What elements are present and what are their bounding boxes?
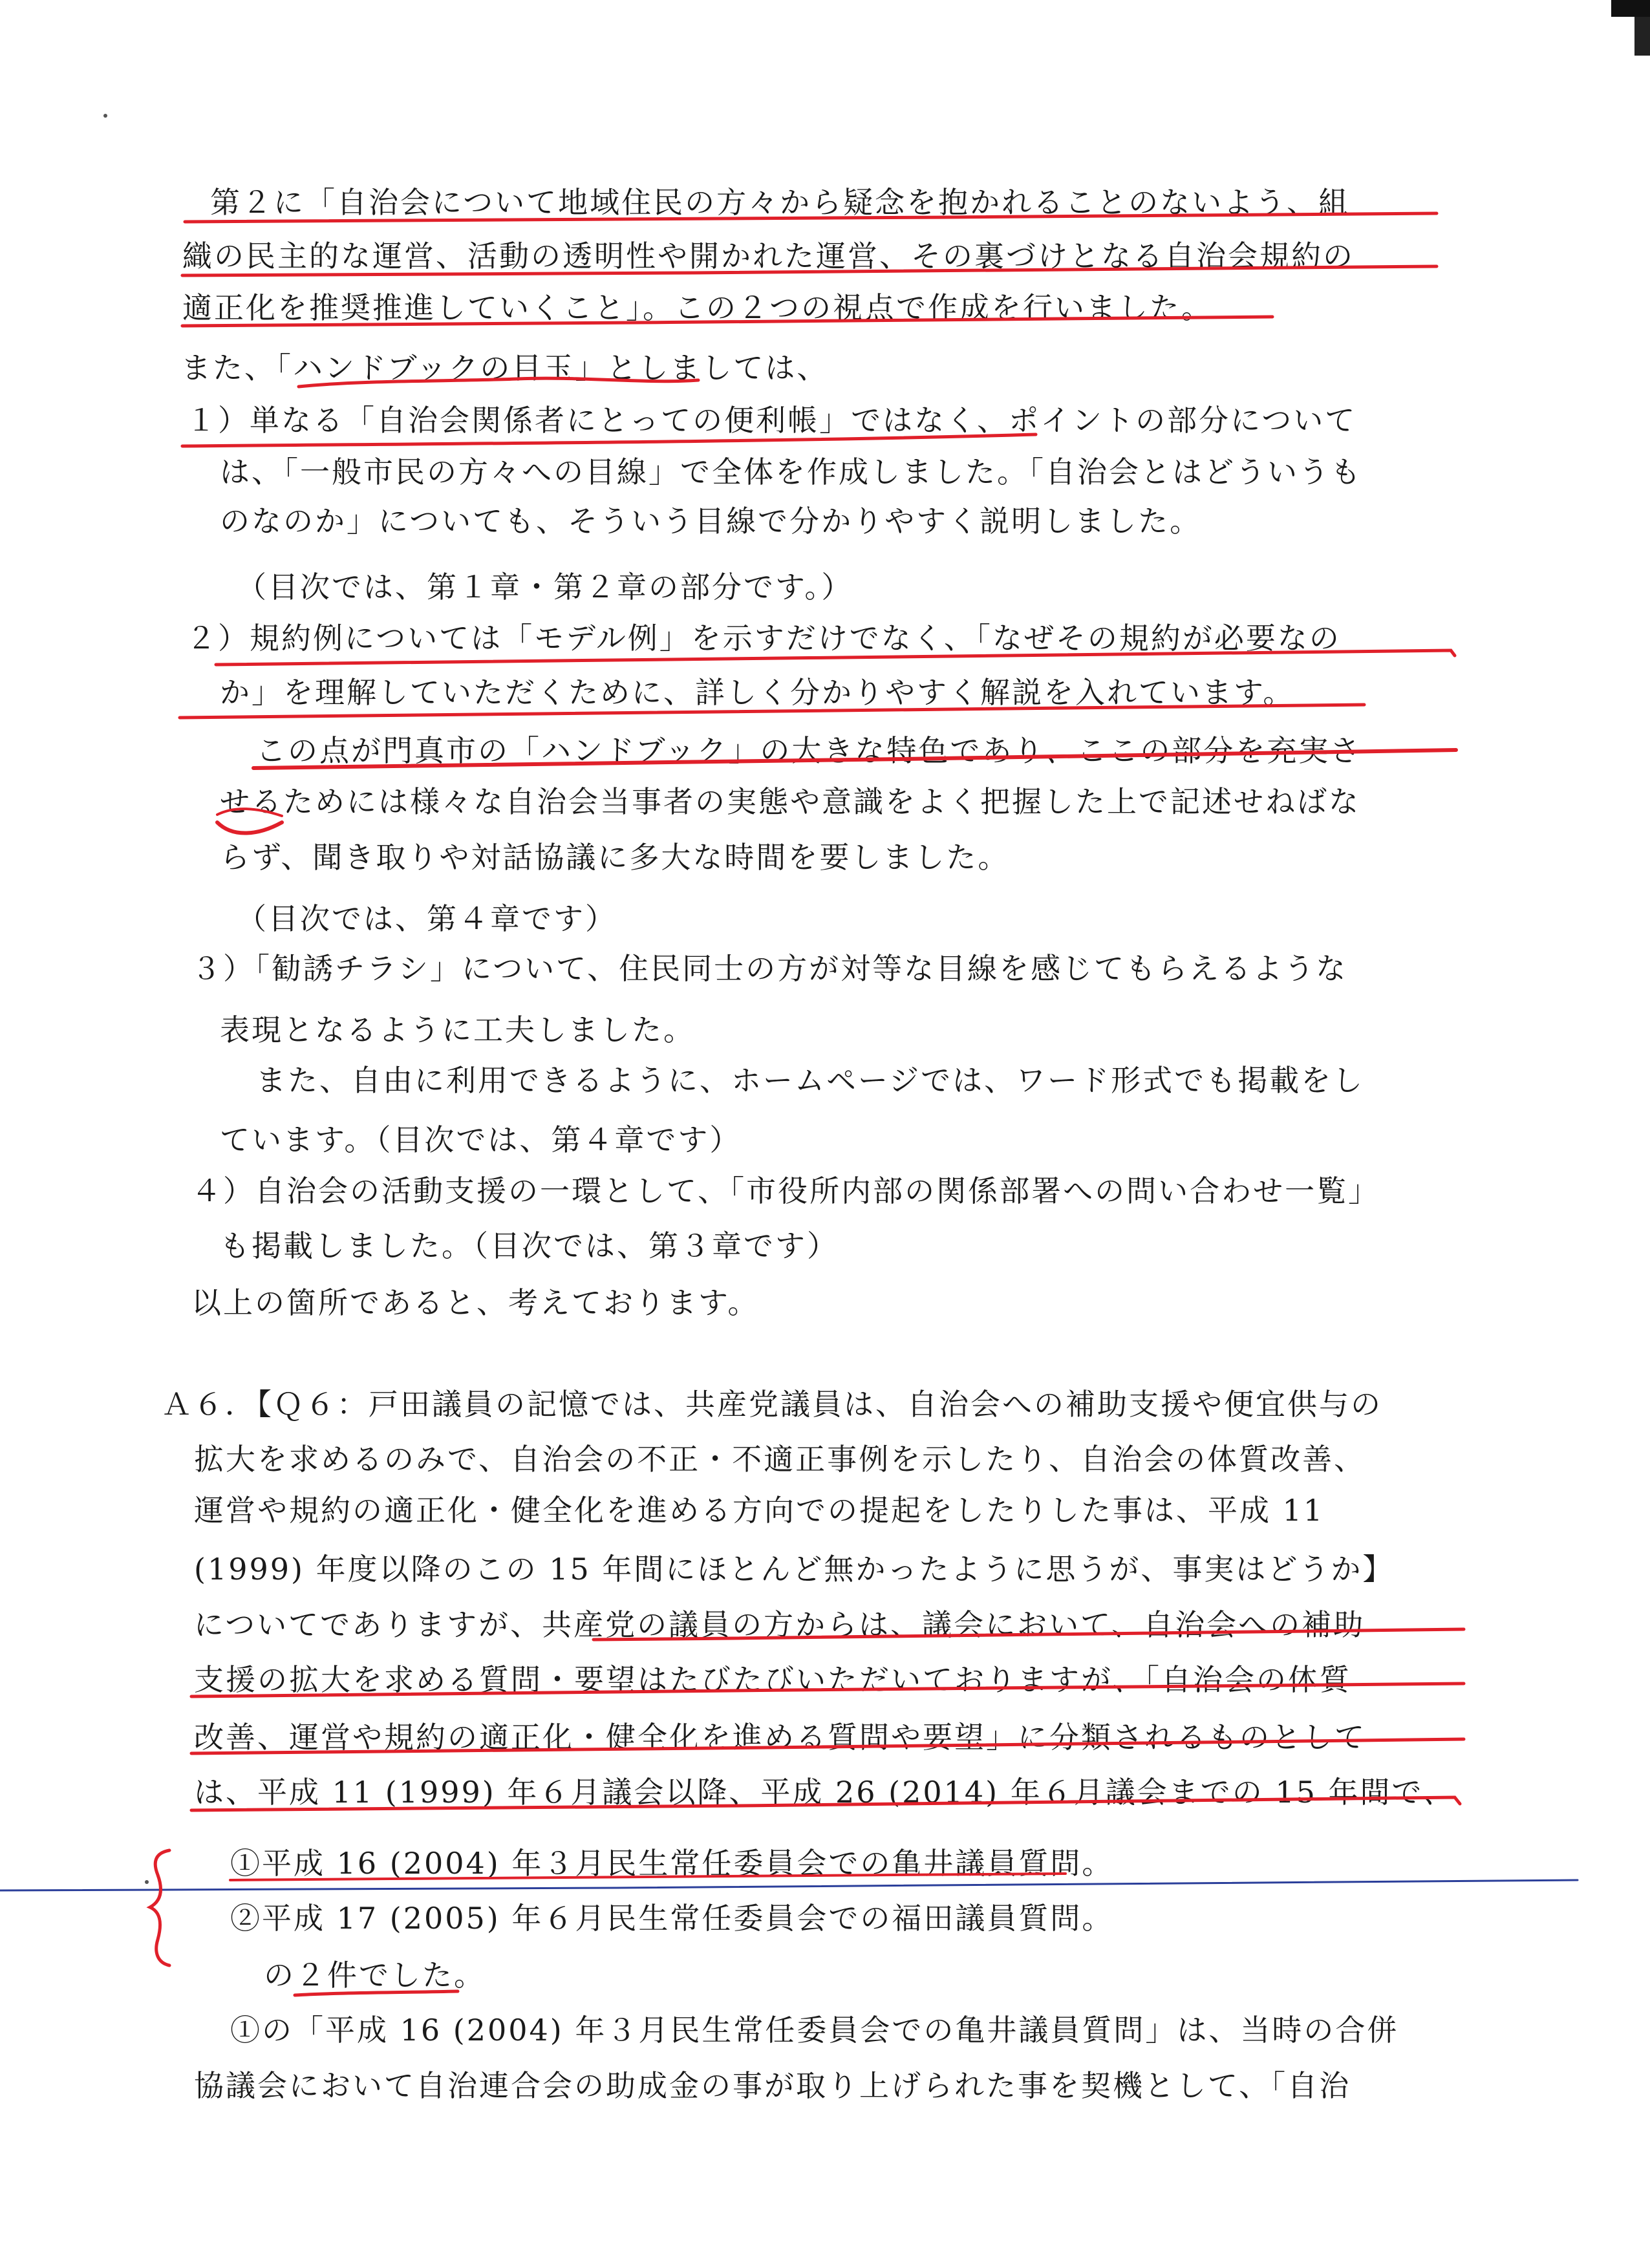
text-line: ①平成 16 (2004) 年３月民生常任委員会での亀井議員質問。	[230, 1846, 1114, 1881]
text-line: 協議会において自治連合会の助成金の事が取り上げられた事を契機として、「自治	[194, 2068, 1351, 2103]
text-line: また、自由に利用できるように、ホームページでは、ワード形式でも掲載をし	[256, 1063, 1365, 1098]
text-line: Ａ６．【Ｑ６：戸田議員の記憶では、共産党議員は、自治会への補助支援や便宜供与の	[162, 1387, 1382, 1422]
scan-dot	[145, 1880, 149, 1884]
text-line: この点が門真市の「ハンドブック」の大きな特色であり、ここの部分を充実さ	[256, 733, 1362, 768]
text-line: らず、聞き取りや対話協議に多大な時間を要しました。	[220, 840, 1010, 875]
text-line: せるためには様々な自治会当事者の実態や意識をよく把握した上で記述せねばな	[220, 784, 1360, 819]
text-line: ４）自治会の活動支援の一環として、「市役所内部の関係部署への問い合わせ一覧」	[191, 1173, 1380, 1208]
red-brace	[150, 1850, 169, 1965]
scan-dot	[103, 114, 107, 118]
text-line: 改善、運営や規約の適正化・健全化を進める質問や要望」に分類されるものとして	[194, 1720, 1366, 1755]
text-line: は、「一般市民の方々への目線」で全体を作成しました。「自治会とはどういうも	[220, 455, 1362, 489]
text-line: 支援の拡大を求める質問・要望はたびたびいただいておりますが、「自治会の体質	[194, 1662, 1351, 1697]
text-line: ています。（目次では、第４章です）	[220, 1122, 742, 1157]
text-line: 第２に「自治会について地域住民の方々から疑念を抱かれることのないよう、組	[210, 185, 1351, 220]
text-line: ３）「勧誘チラシ」について、住民同士の方が対等な目線を感じてもらえるような	[191, 951, 1348, 986]
text-line: 表現となるように工夫しました。	[220, 1012, 695, 1047]
text-line: は、平成 11 (1999) 年６月議会以降、平成 26 (2014) 年６月議会までの 15 年間で、	[194, 1775, 1455, 1810]
text-line: ２）規約例については「モデル例」を示すだけでなく、「なぜその規約が必要なの	[186, 621, 1341, 656]
red-underline	[217, 822, 282, 833]
text-line: 適正化を推奨推進していくこと」。この２つの視点で作成を行いました。	[182, 290, 1213, 325]
text-line: （目次では、第１章・第２章の部分です。）	[237, 570, 853, 604]
text-line: ①の「平成 16 (2004) 年３月民生常任委員会での亀井議員質問」は、当時の合併	[230, 2013, 1399, 2048]
text-line: 織の民主的な運営、活動の透明性や開かれた運営、その裏づけとなる自治会規約の	[182, 239, 1355, 273]
text-line: の２件でした。	[264, 1958, 486, 1993]
text-line: か」を理解していただくために、詳しく分かりやすく解説を入れています。	[220, 675, 1295, 710]
scan-edge-mark	[1634, 17, 1650, 56]
text-line: 以上の箇所であると、考えております。	[191, 1285, 760, 1320]
text-line: 運営や規約の適正化・健全化を進める方向での提起をしたりした事は、平成 11	[194, 1493, 1325, 1528]
text-line: また、「ハンドブックの目玉」としましては、	[181, 350, 829, 385]
text-line: も掲載しました。（目次では、第３章です）	[220, 1228, 839, 1263]
text-line: のなのか」についても、そういう目線で分かりやすく説明しました。	[220, 504, 1202, 539]
scan-edge-mark	[1611, 0, 1650, 17]
text-line: (1999) 年度以降のこの 15 年間にほとんど無かったように思うが、事実はどうか】	[194, 1552, 1395, 1587]
text-line: についてでありますが、共産党の議員の方からは、議会において、自治会への補助	[194, 1607, 1366, 1642]
text-line: １）単なる「自治会関係者にとっての便利帳」ではなく、ポイントの部分について	[186, 403, 1357, 438]
text-line: ②平成 17 (2005) 年６月民生常任委員会での福田議員質問。	[230, 1901, 1114, 1936]
text-line: 拡大を求めるのみで、自治会の不正・不適正事例を示したり、自治会の体質改善、	[194, 1442, 1366, 1477]
text-line: （目次では、第４章です）	[237, 901, 617, 936]
